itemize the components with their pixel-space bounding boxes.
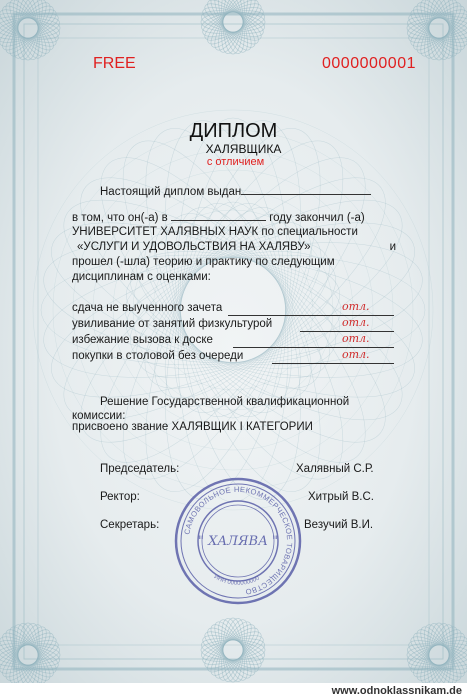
rector-name: Хитрый В.С. [308,491,375,503]
distinction-label: с отличием [206,156,265,168]
grade-underline [272,363,394,364]
official-stamp [172,475,304,607]
decision-line-2: комиссии: [72,410,126,422]
stamp-center-text: " ХАЛЯВА " [197,534,279,549]
stamp-ring-text: САМОВОЛЬНОЕ НЕКОММЕРЧЕСКОЕ ТОВАРИЩЕСТВО [182,484,295,597]
grade-mark: отл. [342,332,370,345]
rector-role: Ректор: [100,491,140,503]
recipient-name-field[interactable] [241,194,371,195]
chairman-role: Председатель: [100,463,180,475]
decision-line-1: Решение Государственной квалификационной [100,396,350,408]
specialty-line [72,240,396,254]
serial-number: 0000000001 [322,55,416,72]
grade-mark: отл. [342,316,370,329]
free-label: FREE [93,55,136,72]
secretary-role: Секретарь: [100,519,160,531]
grade-subject: сдача не выученного зачета [72,302,223,314]
grade-subject: покупки в столовой без очереди [72,350,244,362]
graduation-text-a: в том, что он(-а) в [72,212,168,224]
graduation-text-b: году закончил (-а) [269,212,365,224]
graduation-line [72,211,365,225]
secretary-name: Везучий В.И. [304,519,374,531]
stamp-inn-text: ИНН 0000000000 [212,574,261,587]
grade-subject: избежание вызова к доске [72,334,213,346]
diploma-subtitle: ХАЛЯВЩИКА [205,142,282,156]
footer-bar [0,683,467,700]
issued-to-text: Настоящий диплом выдан [100,186,242,198]
grade-subject: увиливание от занятий физкультурой [72,318,273,330]
disciplines-line: дисциплинам с оценками: [72,271,211,283]
watermark-link[interactable]: www.odnoklassnikam.de [331,685,462,697]
specialty-name: «УСЛУГИ И УДОВОЛЬСТВИЯ НА ХАЛЯВУ» [77,241,311,253]
practice-line: прошел (-шла) теорию и практику по следующим [72,256,335,268]
grade-underline [233,347,394,348]
grade-mark: отл. [342,300,370,313]
chairman-name: Халявный С.Р. [296,463,374,475]
specialty-conj: и [389,241,396,253]
grade-mark: отл. [342,348,370,361]
diploma-title: ДИПЛОМ [189,120,278,142]
issued-to-line [100,185,371,199]
awarded-title: присвоено звание ХАЛЯВЩИК I КАТЕГОРИИ [72,421,313,433]
university-line: УНИВЕРСИТЕТ ХАЛЯВНЫХ НАУК по специальности [72,226,358,238]
graduation-year-field[interactable] [171,220,266,221]
